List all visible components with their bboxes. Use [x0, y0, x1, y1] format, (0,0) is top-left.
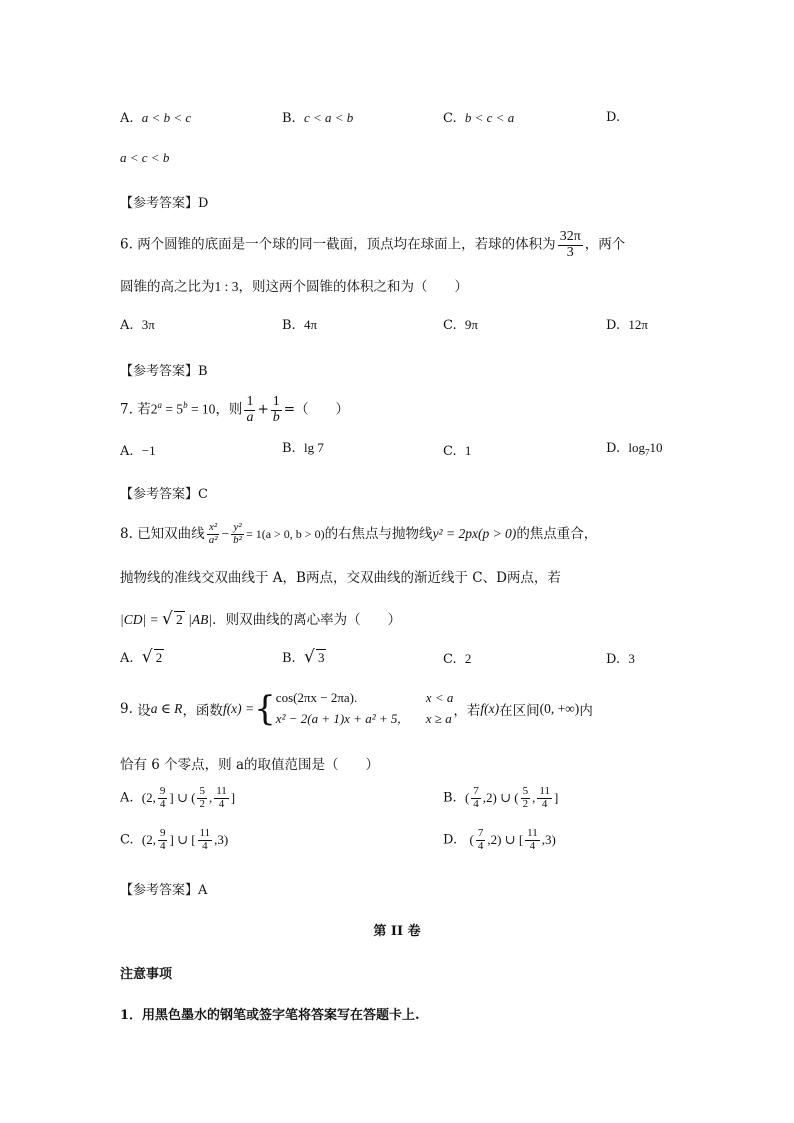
option-expr: b < c < a [464, 110, 515, 125]
q8-option-b: B. √ 3 [282, 647, 325, 667]
question-number: 6. [120, 236, 133, 253]
option-expr: c < a < b [303, 110, 354, 125]
option-letter: A. [120, 111, 134, 126]
q6-answer: 【参考答案】B [120, 364, 208, 379]
q6-line2 [120, 275, 468, 295]
question-number: 7. [120, 401, 133, 418]
q7-option-a: A. −1 [120, 443, 156, 459]
section-title: 第 II 卷 [373, 924, 421, 939]
option-expr: a < b < c [141, 110, 192, 125]
option-letter: D. [606, 110, 621, 125]
q5-option-c [443, 110, 514, 126]
q7-option-d: D. $\log_710$ [606, 440, 663, 458]
piecewise-cases: cos(2πx − 2πa). x < a x² − 2(a + 1)x + a² + 5, x ≥ a [275, 690, 454, 727]
option-letter: B. [282, 111, 296, 126]
question-text: ，两个 [584, 236, 626, 253]
q8-line2: 抛物线的准线交双曲线于 A，B两点，交双曲线的渐近线于 C、D两点，若 [120, 570, 561, 586]
question-number: 9. [120, 701, 133, 718]
fraction: $\frac{32\pi}{3}$ [559, 229, 581, 260]
q9-answer: 【参考答案】A [120, 883, 208, 898]
q7-answer: 【参考答案】C [120, 487, 208, 502]
fraction: $\frac{\text{x²}}{\text{a²}}$ [208, 521, 218, 546]
q9-option-a: A. (2, $\frac{9}{4}$ ] ∪ ( $\frac{5}{2}$ , $\frac{11}{4}$ ] [120, 785, 236, 810]
q8-line3: |CD| = √ 2 |AB|．则双曲线的离心率为（ ） [120, 609, 402, 629]
ratio: 1 : 3 [214, 279, 239, 294]
q5-option-b [282, 110, 353, 126]
q9-option-d: D. ( $\frac{7}{4}$ ,2) ∪ [ $\frac{11}{4}$ ,3) [443, 827, 556, 852]
q7-option-c: C. 1 [443, 443, 472, 459]
question-text: 圆锥的高之比为 [120, 279, 215, 295]
q6-option-a: A. 3π [120, 317, 155, 333]
q6-line1 [120, 230, 625, 260]
question-text: 若 [137, 401, 151, 418]
q7-line1: 7. 若$2^a = 5^b = 10$，则 $\frac{1}{a}$ + $\frac{1}{b}$ =（ ） [120, 394, 350, 425]
fraction: $\frac{\text{y²}}{\text{b²}}$ [233, 521, 242, 546]
option-expr: a < c < b [120, 150, 170, 165]
option-letter: C. [443, 111, 457, 126]
q9-line2: 恰有 6 个零点，则 a的取值范围是（ ） [120, 757, 380, 773]
q6-option-b: B. 4π [282, 317, 318, 333]
fraction: $\frac{1}{a}$ [246, 394, 254, 425]
q5-option-d-expr [120, 150, 169, 166]
question-number: 8. [120, 526, 133, 542]
q9-option-b: B. ( $\frac{7}{4}$ ,2) ∪ ( $\frac{5}{2}$ , $\frac{11}{4}$ ] [443, 785, 559, 810]
q9-option-c: C. (2, $\frac{9}{4}$ ] ∪ [ $\frac{11}{4}$ ,3) [120, 827, 229, 852]
question-text: 已知双曲线 [137, 526, 205, 542]
q6-option-d: D. 12π [606, 317, 648, 333]
notice-heading: 注意事项 [120, 967, 173, 982]
q5-option-a [120, 110, 191, 126]
q5-option-d [606, 110, 620, 125]
q8-option-a: A. √ 2 [120, 647, 163, 667]
q6-option-c: C. 9π [443, 317, 478, 333]
q8-line1: 8. 已知双曲线 $\frac{\text{x²}}{\text{a²}}$ − $\frac{\text{y²}}{\text{b²}}$ = 1(a > 0, b > 0)的右焦点与抛物线y² = 2px(p > 0)的焦点重合， [120, 521, 598, 546]
question-text: 两个圆锥的底面是一个球的同一截面，顶点均在球面上，若球的体积为 [137, 236, 556, 253]
q7-option-b: B. lg 7 [282, 440, 324, 456]
q5-answer: 【参考答案】D [120, 196, 209, 211]
q9-line1: 9. 设a ∈ R，函数f(x) ={ cos(2πx − 2πa). x < a x² − 2(a + 1)x + a² + 5, x ≥ a ，若f(x)在区间(0, +∞)内 [120, 689, 593, 730]
q8-option-c: C. 2 [443, 651, 472, 667]
question-text: ，则这两个圆锥的体积之和为（ ） [238, 279, 469, 295]
sqrt-expr: √ 2 [162, 609, 183, 629]
fraction: $\frac{1}{b}$ [272, 394, 280, 425]
q8-option-d: D. 3 [606, 651, 635, 667]
notice-item-1: 1．用黑色墨水的钢笔或签字笔将答案写在答题卡上. [120, 1008, 420, 1023]
